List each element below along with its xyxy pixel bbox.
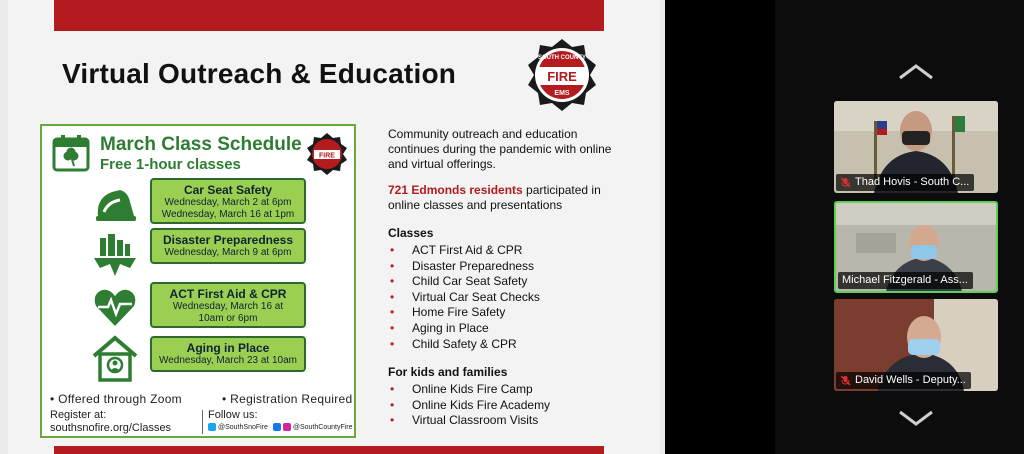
intro-text: Community outreach and education continues during the pandemic with online and virtual offerings. <box>388 127 612 171</box>
event-title: Car Seat Safety <box>183 183 273 197</box>
list-item: • Child Car Seat Safety <box>388 274 618 290</box>
event-card-first-aid <box>150 282 306 328</box>
event-title: Aging in Place <box>186 341 270 355</box>
event-date: Wednesday, March 9 at 6pm <box>164 247 292 258</box>
event-title: Disaster Preparedness <box>162 233 294 247</box>
list-item: • Online Kids Fire Academy <box>388 398 618 414</box>
gallery-down-arrow-icon[interactable] <box>896 408 936 428</box>
list-item: • Disaster Preparedness <box>388 259 618 275</box>
event-card-aging <box>150 336 306 372</box>
event-date: Wednesday, March 16 at <box>172 301 284 312</box>
poster-logo-text: FIRE <box>319 152 335 160</box>
poster-title: March Class Schedule <box>100 134 302 155</box>
event-date: Wednesday, March 16 at 1pm <box>161 209 295 220</box>
participant-name: David Wells - Deputy... <box>855 374 966 386</box>
participant-name: Thad Hovis - South C... <box>855 176 970 188</box>
participant-name-label <box>836 372 971 389</box>
participant-name-label <box>836 174 974 191</box>
list-item: • Online Kids Fire Camp <box>388 382 618 398</box>
slide-bottom-bar <box>54 446 604 454</box>
participant-tile[interactable] <box>834 299 998 391</box>
stat-rest: participated in online classes and presentations <box>388 183 601 212</box>
participant-tile-active-speaker[interactable] <box>834 201 998 293</box>
slide-top-bar <box>54 0 604 31</box>
stat-text <box>388 183 618 213</box>
event-date: Wednesday, March 2 at 6pm <box>164 197 292 208</box>
event-title: ACT First Aid & CPR <box>169 287 287 301</box>
poster-fire-logo-icon <box>305 132 349 176</box>
list-item: • ACT First Aid & CPR <box>388 243 618 259</box>
heart-icon <box>90 282 140 332</box>
slide-title: Virtual Outreach & Education <box>62 58 457 89</box>
calendar-shamrock-icon <box>52 134 90 172</box>
home-person-icon <box>90 334 140 384</box>
car-seat-icon <box>90 180 140 230</box>
muted-mic-icon <box>840 177 851 188</box>
logo-bottom-text: EMS <box>554 90 570 97</box>
footer-divider <box>202 410 203 434</box>
list-item: • Aging in Place <box>388 321 618 337</box>
twitter-icon <box>208 423 216 431</box>
instagram-icon <box>283 423 291 431</box>
logo-top-text: SOUTH COUNTY <box>538 55 586 61</box>
event-card-disaster <box>150 228 306 264</box>
gallery-up-arrow-icon[interactable] <box>896 62 936 82</box>
list-item: • Home Fire Safety <box>388 305 618 321</box>
participant-name: Michael Fitzgerald - Ass... <box>842 274 968 286</box>
zoom-note: • Offered through Zoom <box>50 392 182 406</box>
registration-note: • Registration Required <box>222 392 353 406</box>
participant-tile[interactable] <box>834 101 998 193</box>
poster-subtitle: Free 1-hour classes <box>100 156 241 173</box>
register-label: Register at: <box>50 409 107 421</box>
participant-name-label <box>838 272 973 289</box>
list-item: • Virtual Classroom Visits <box>388 413 618 429</box>
kids-list <box>388 382 618 429</box>
logo-main-text: FIRE <box>547 69 577 84</box>
fire-department-logo <box>524 37 600 113</box>
list-item: • Virtual Car Seat Checks <box>388 290 618 306</box>
disaster-icon <box>90 230 140 280</box>
event-card-car-seat <box>150 178 306 224</box>
register-url: southsnofire.org/Classes <box>50 422 172 434</box>
stat-highlight: 721 Edmonds residents <box>388 183 523 197</box>
classes-list <box>388 243 618 352</box>
muted-mic-icon <box>840 375 851 386</box>
list-item: • Child Safety & CPR <box>388 337 618 353</box>
classes-heading: Classes <box>388 226 434 240</box>
facebook-icon <box>273 423 281 431</box>
follow-label: Follow us: <box>208 409 258 421</box>
kids-heading: For kids and families <box>388 365 508 380</box>
instagram-handle: @SouthCountyFire <box>292 423 353 431</box>
event-date: Wednesday, March 23 at 10am <box>158 355 298 366</box>
slide-text-column <box>388 127 618 429</box>
social-handles <box>208 423 353 431</box>
event-date: 10am or 6pm <box>198 313 258 324</box>
twitter-handle: @SouthSnoFire <box>218 423 268 431</box>
class-schedule-poster <box>40 124 356 438</box>
